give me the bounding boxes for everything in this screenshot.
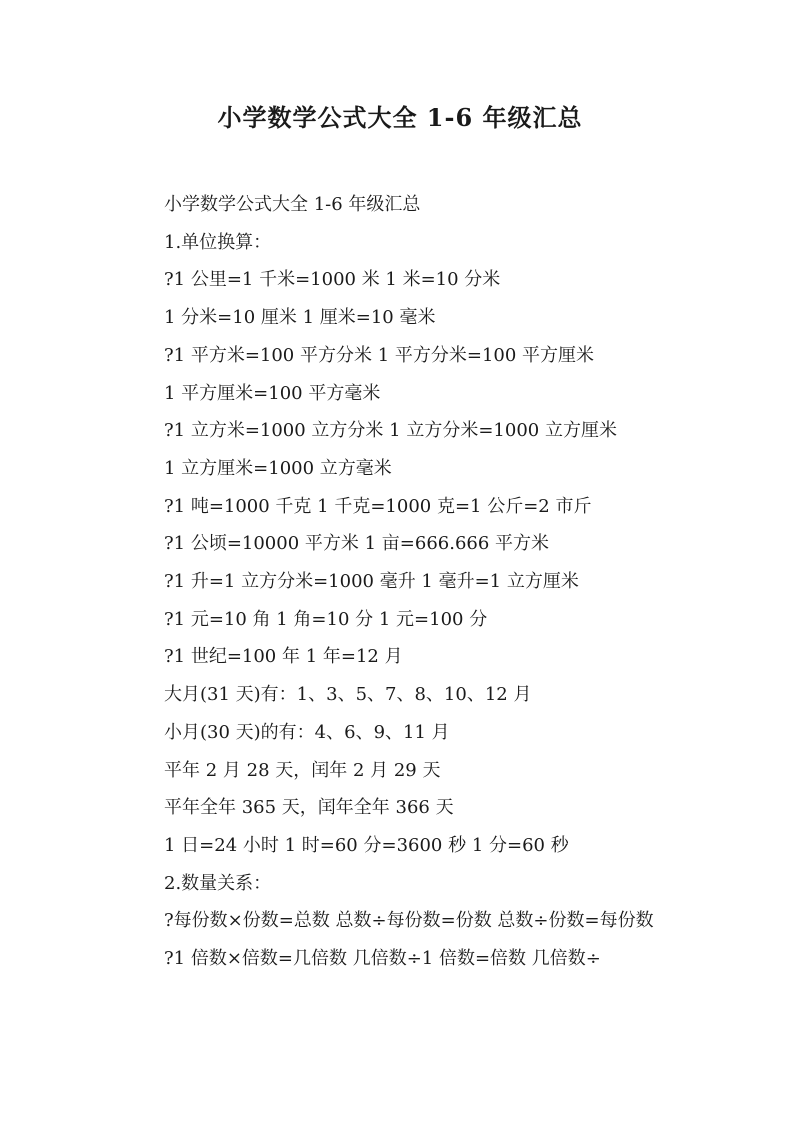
body-paragraph: 小学数学公式大全 1-6 年级汇总 <box>164 194 421 215</box>
document-title: 小学数学公式大全 1-6 年级汇总 <box>217 103 583 132</box>
body-paragraph: ?1 平方米=100 平方分米 1 平方分米=100 平方厘米 <box>164 344 595 366</box>
body-paragraph: 平年全年 365 天，闰年全年 366 天 <box>164 797 454 819</box>
body-paragraph: 平年 2 月 28 天，闰年 2 月 29 天 <box>164 759 441 781</box>
body-paragraph: ?1 立方米=1000 立方分米 1 立方分米=1000 立方厘米 <box>164 420 617 442</box>
body-paragraph: ?1 世纪=100 年 1 年=12 月 <box>164 646 403 668</box>
body-paragraph: 1 分米=10 厘米 1 厘米=10 毫米 <box>164 307 436 329</box>
body-paragraph: 1 平方厘米=100 平方毫米 <box>164 382 381 404</box>
body-paragraph: 1 立方厘米=1000 立方毫米 <box>164 457 392 479</box>
body-paragraph: 大月(31 天)有：1、3、5、7、8、10、12 月 <box>164 684 532 706</box>
body-paragraph: ?1 公里=1 千米=1000 米 1 米=10 分米 <box>164 269 501 291</box>
body-paragraph: 1 日=24 小时 1 时=60 分=3600 秒 1 分=60 秒 <box>164 834 569 856</box>
document-body <box>124 186 680 978</box>
body-paragraph: ?每份数×份数=总数 总数÷每份数=份数 总数÷份数=每份数 <box>164 910 654 932</box>
body-paragraph: ?1 公顷=10000 平方米 1 亩=666.666 平方米 <box>164 533 550 555</box>
section-heading: 2.数量关系： <box>164 872 272 894</box>
body-paragraph: 小月(30 天)的有：4、6、9、11 月 <box>164 721 450 743</box>
section-heading: 1.单位换算： <box>164 231 272 253</box>
body-paragraph: ?1 升=1 立方分米=1000 毫升 1 毫升=1 立方厘米 <box>164 571 579 593</box>
body-paragraph: ?1 元=10 角 1 角=10 分 1 元=100 分 <box>164 608 488 630</box>
body-paragraph: ?1 吨=1000 千克 1 千克=1000 克=1 公斤=2 市斤 <box>164 495 592 517</box>
body-paragraph: ?1 倍数×倍数=几倍数 几倍数÷1 倍数=倍数 几倍数÷ <box>164 948 601 970</box>
